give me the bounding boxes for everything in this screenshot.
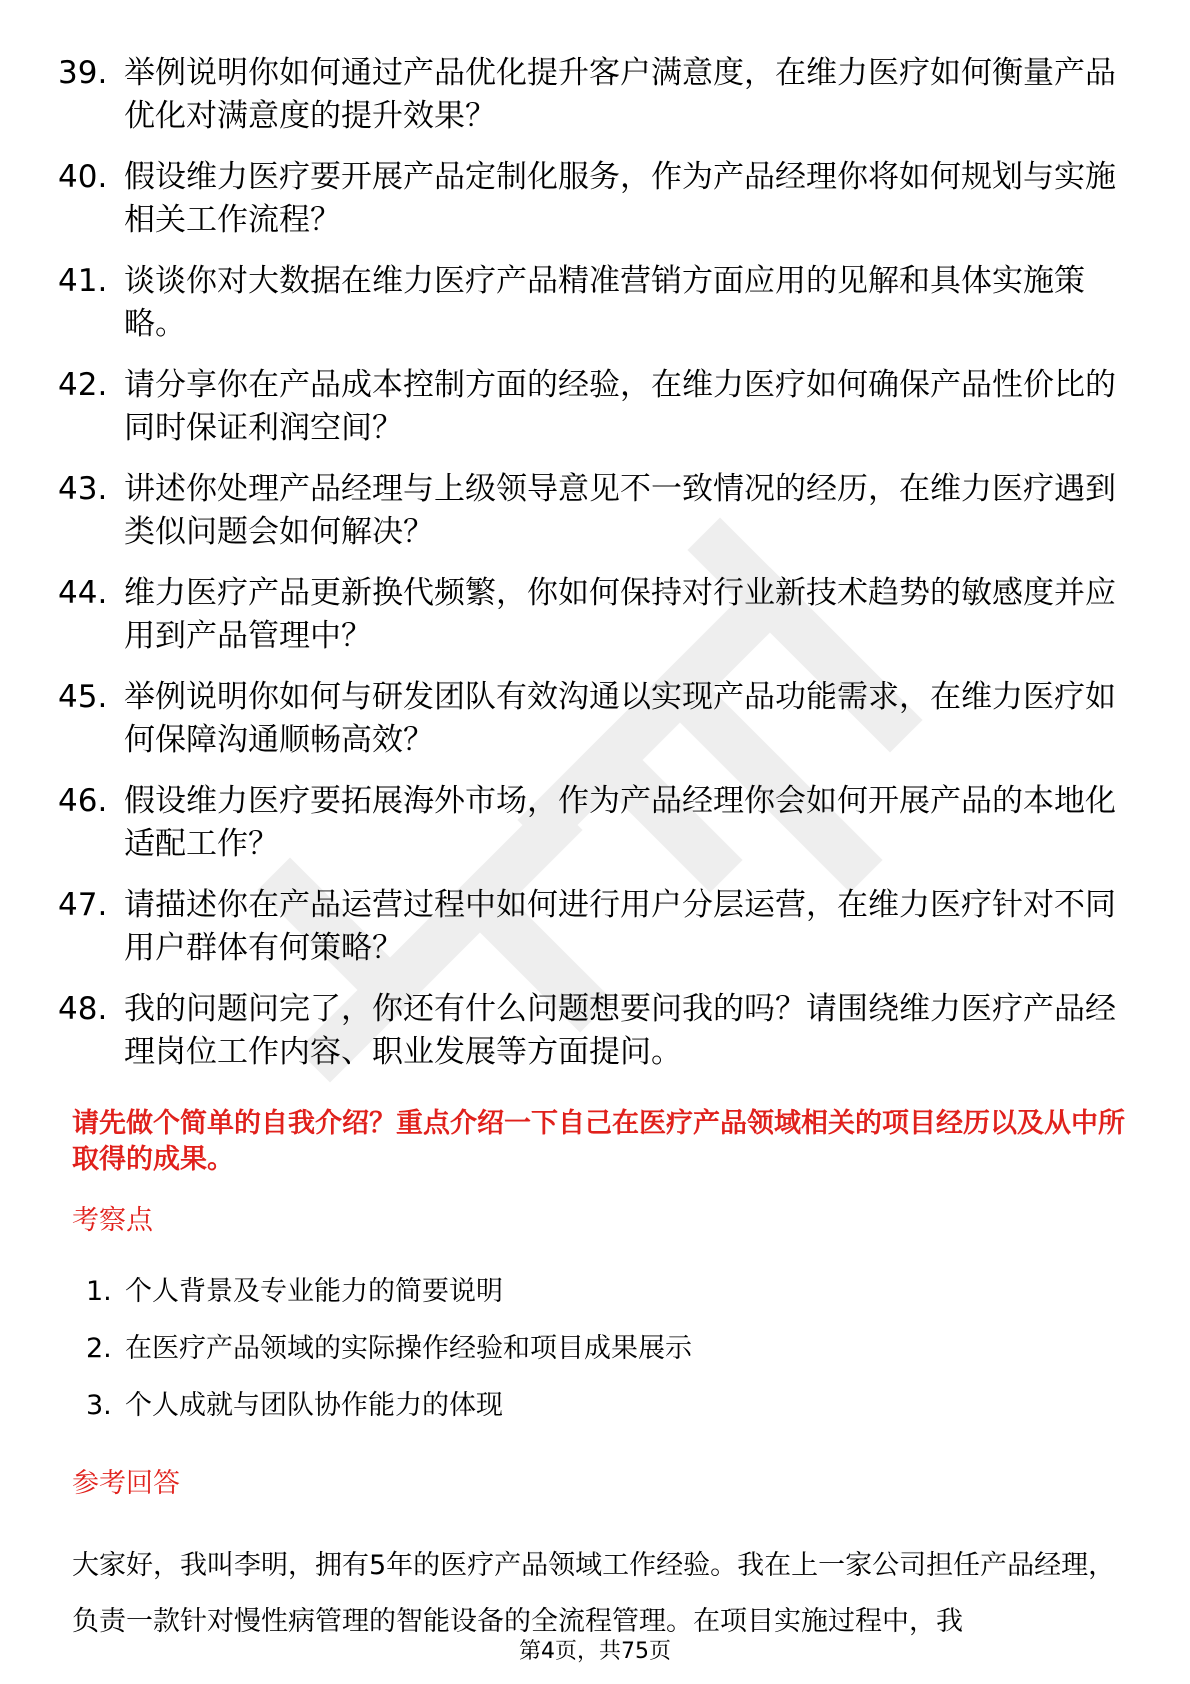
question-number: 44.: [58, 575, 108, 611]
question-text: 假设维力医疗要开展产品定制化服务，作为产品经理你将如何规划与实施相关工作流程？: [124, 159, 1116, 238]
question-number: 47.: [58, 887, 108, 923]
key-points-label: 考察点: [72, 1205, 153, 1236]
question-number: 48.: [58, 991, 108, 1027]
question-text: 谈谈你对大数据在维力医疗产品精准营销方面应用的见解和具体实施策略。: [124, 263, 1085, 342]
key-points-list: [86, 1274, 1086, 1445]
question-item: [58, 988, 1133, 1074]
reference-answer-text: 大家好，我叫李明，拥有5年的医疗产品领域工作经验。我在上一家公司担任产品经理，负责一款针对慢性病管理的智能设备的全流程管理。在项目实施过程中，我: [72, 1550, 1116, 1637]
question-text: 我的问题问完了，你还有什么问题想要问我的吗？请围绕维力医疗产品经理岗位工作内容、职业发展等方面提问。: [124, 991, 1116, 1070]
question-item: [58, 468, 1133, 554]
question-number: 41.: [58, 263, 108, 299]
page-footer: 第4页，共75页: [0, 1638, 1190, 1666]
question-item: [58, 260, 1133, 346]
question-list: [58, 52, 1133, 1092]
question-number: 40.: [58, 159, 108, 195]
question-number: 39.: [58, 55, 108, 91]
key-point-item: [86, 1274, 1086, 1310]
question-item: [58, 572, 1133, 658]
question-text: 请分享你在产品成本控制方面的经验，在维力医疗如何确保产品性价比的同时保证利润空间？: [124, 367, 1116, 446]
question-number: 46.: [58, 783, 108, 819]
question-text: 举例说明你如何通过产品优化提升客户满意度，在维力医疗如何衡量产品优化对满意度的提升效果？: [124, 55, 1116, 134]
question-text: 维力医疗产品更新换代频繁，你如何保持对行业新技术趋势的敏感度并应用到产品管理中？: [124, 575, 1116, 654]
key-point-number: 3.: [86, 1390, 112, 1421]
question-text: 假设维力医疗要拓展海外市场，作为产品经理你会如何开展产品的本地化适配工作？: [124, 783, 1116, 862]
question-item: [58, 156, 1133, 242]
reference-answer-label: 参考回答: [72, 1468, 180, 1499]
question-number: 42.: [58, 367, 108, 403]
question-number: 43.: [58, 471, 108, 507]
key-point-text: 个人背景及专业能力的简要说明: [125, 1276, 503, 1307]
key-point-text: 个人成就与团队协作能力的体现: [125, 1390, 503, 1421]
key-point-item: [86, 1331, 1086, 1367]
key-point-text: 在医疗产品领域的实际操作经验和项目成果展示: [125, 1333, 692, 1364]
section-heading: 请先做个简单的自我介绍？重点介绍一下自己在医疗产品领域相关的项目经历以及从中所取得的成果。: [72, 1108, 1125, 1175]
question-item: [58, 780, 1133, 866]
question-item: [58, 676, 1133, 762]
key-point-number: 1.: [86, 1276, 112, 1307]
question-number: 45.: [58, 679, 108, 715]
question-text: 讲述你处理产品经理与上级领导意见不一致情况的经历，在维力医疗遇到类似问题会如何解决？: [124, 471, 1116, 550]
question-item: [58, 52, 1133, 138]
key-point-number: 2.: [86, 1333, 112, 1364]
question-item: [58, 364, 1133, 450]
key-point-item: [86, 1388, 1086, 1424]
question-item: [58, 884, 1133, 970]
question-text: 请描述你在产品运营过程中如何进行用户分层运营，在维力医疗针对不同用户群体有何策略？: [124, 887, 1116, 966]
question-text: 举例说明你如何与研发团队有效沟通以实现产品功能需求，在维力医疗如何保障沟通顺畅高效？: [124, 679, 1116, 758]
